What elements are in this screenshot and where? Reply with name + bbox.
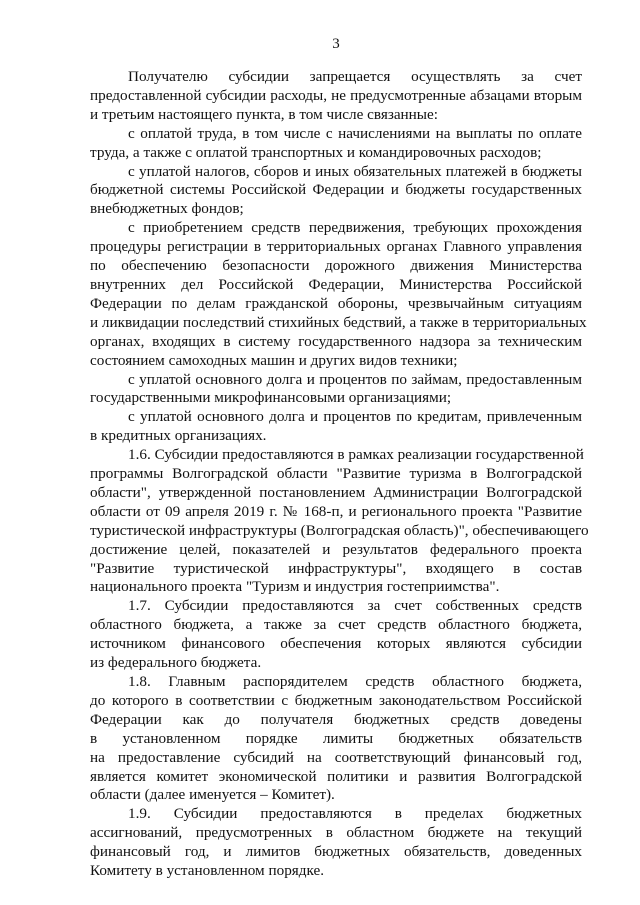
paragraph-line: областного бюджета, а также за счет средств областного бюджета, <box>90 616 582 634</box>
paragraph-line: государственными микрофинансовыми организациями; <box>90 389 452 407</box>
paragraph-line: Комитету в установленном порядке. <box>90 862 325 880</box>
paragraph-line: с уплатой основного долга и процентов по кредитам, привлеченным <box>128 408 582 426</box>
paragraph-line: с приобретением средств передвижения, требующих прохождения <box>128 219 582 237</box>
paragraph-line: Федерации по делам гражданской обороны, чрезвычайным ситуациям <box>90 294 582 312</box>
paragraph-line: процедуры регистрации в территориальных органах Главного управления <box>90 238 582 256</box>
paragraph-line: источником финансового обеспечения которых являются субсидии <box>90 635 582 653</box>
paragraph-line: внебюджетных фондов; <box>90 200 244 218</box>
paragraph-line: и ликвидации последствий стихийных бедствий, а также в территориальных <box>90 313 587 331</box>
paragraph-line: 1.8. Главным распорядителем средств областного бюджета, <box>128 673 582 690</box>
paragraph-line: по обеспечению безопасности дорожного движения Министерства <box>90 257 582 275</box>
paragraph <box>90 219 587 370</box>
paragraph-line: области от 09 апреля 2019 г. № 168-п, и регионального проекта "Развитие <box>90 502 582 520</box>
paragraph-line: является комитет экономической политики и развития Волгоградской <box>90 767 582 785</box>
paragraph-line: Получателю субсидии запрещается осуществлять за счет <box>128 68 582 85</box>
paragraph <box>90 597 582 673</box>
paragraph-line: ассигнований, предусмотренных в областном бюджете на текущий <box>90 824 582 842</box>
paragraph-line: из федерального бюджета. <box>90 654 262 672</box>
paragraph-line: с оплатой труда, в том числе с начислениями на выплаты по оплате <box>128 124 582 142</box>
paragraph-line: и третьим настоящего пункта, в том числе связанные: <box>90 105 438 123</box>
paragraph <box>90 68 582 125</box>
paragraph-line: труда, а также с оплатой транспортных и командировочных расходов; <box>90 143 542 161</box>
paragraph-line: на предоставление субсидий на соответствующий финансовый год, <box>90 748 582 766</box>
paragraph-line: финансовый год, и лимитов бюджетных обязательств, доведенных <box>90 843 582 861</box>
paragraph-line: Федерации как до получателя бюджетных средств доведены <box>90 710 582 728</box>
paragraph-line: до которого в соответствии с бюджетным законодательством Российской <box>90 691 582 709</box>
paragraph-line: органах, входящих в систему государственного надзора за техническим <box>90 332 582 350</box>
paragraph-line: с уплатой налогов, сборов и иных обязательных платежей в бюджеты <box>128 162 582 180</box>
paragraph <box>90 125 582 163</box>
paragraph <box>90 408 582 446</box>
paragraph-line: в кредитных организациях. <box>90 427 267 445</box>
page-number: 3 <box>332 36 340 52</box>
paragraph <box>90 371 582 409</box>
paragraph-line: туристической инфраструктуры (Волгоградская область)", обеспечивающего <box>90 521 589 539</box>
paragraph-line: 1.7. Субсидии предоставляются за счет собственных средств <box>128 597 582 615</box>
document-body <box>90 68 589 881</box>
paragraph-line: бюджетной системы Российской Федерации и бюджеты государственных <box>90 181 582 199</box>
paragraph-line: национального проекта "Туризм и индустрия гостеприимства". <box>90 578 500 596</box>
paragraph-line: области (далее именуется – Комитет). <box>90 786 335 804</box>
paragraph <box>90 446 589 597</box>
paragraph-line: предоставленной субсидии расходы, не предусмотренные абзацами вторым <box>90 86 582 104</box>
paragraph-line: состоянием самоходных машин и других видов техники; <box>90 351 458 369</box>
paragraph-line: области", утвержденной постановлением Администрации Волгоградской <box>90 483 582 501</box>
paragraph-line: с уплатой основного долга и процентов по займам, предоставленным <box>128 370 582 388</box>
paragraph <box>90 163 582 220</box>
paragraph-line: достижение целей, показателей и результатов федерального проекта <box>90 540 582 558</box>
paragraph-line: в установленном порядке лимиты бюджетных обязательств <box>90 729 582 747</box>
paragraph-line: внутренних дел Российской Федерации, Министерства Российской <box>90 275 582 293</box>
paragraph <box>90 805 582 881</box>
paragraph-line: 1.9. Субсидии предоставляются в пределах бюджетных <box>128 805 582 823</box>
paragraph-line: программы Волгоградской области "Развитие туризма в Волгоградской <box>90 465 582 483</box>
paragraph-line: "Развитие туристической инфраструктуры", входящего в состав <box>90 559 582 577</box>
paragraph <box>90 673 582 805</box>
paragraph-line: 1.6. Субсидии предоставляются в рамках реализации государственной <box>128 446 584 464</box>
